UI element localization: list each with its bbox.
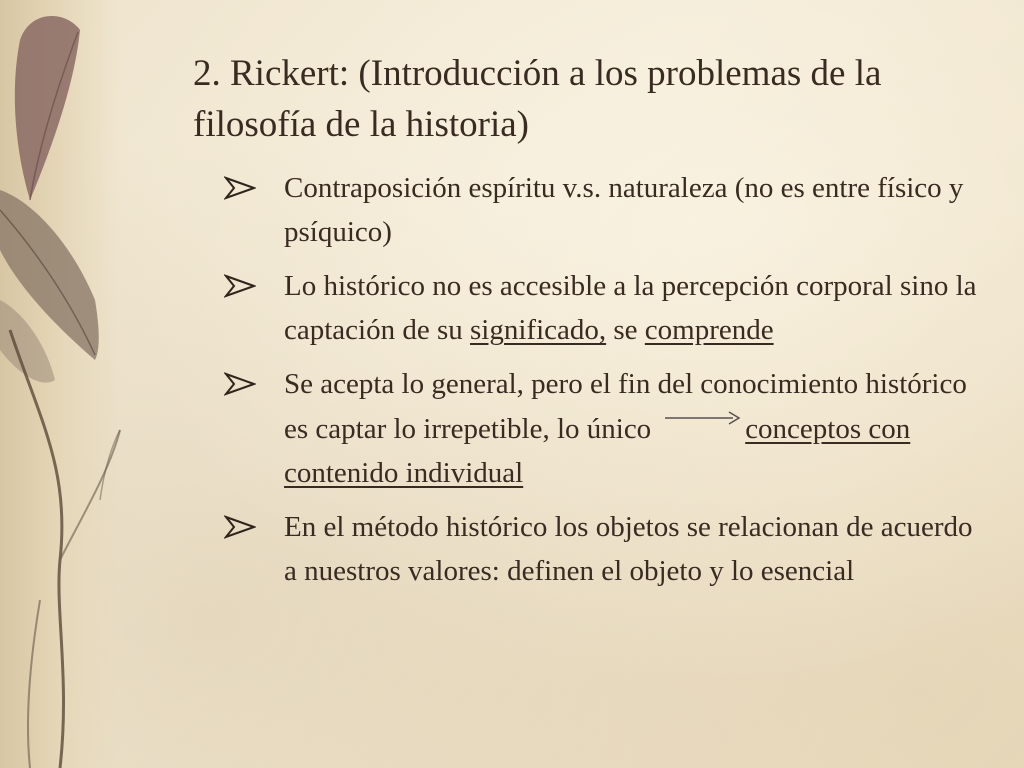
underlined-comprende: comprende (644, 314, 774, 346)
underlined-significado: significado, (470, 314, 607, 346)
bullet-text-2b: se (606, 314, 645, 346)
bullet-text-3: Se acepta lo general, pero el fin del conocimiento histórico es captar lo irrepetible, lo único (284, 368, 967, 445)
bullet-text-2a: Lo histórico no es accesible a la percepción corporal sino la captación de su (284, 270, 977, 346)
bullet-item-2 (222, 264, 982, 352)
underlined-conceptos: conceptos con contenido individual (284, 413, 911, 489)
bullet-item-3 (222, 362, 982, 495)
arrowhead-bullet-icon (224, 274, 256, 298)
bullet-list (222, 166, 982, 603)
leaf-top (15, 16, 80, 200)
right-arrow-icon (661, 406, 745, 426)
arrowhead-bullet-icon (224, 372, 256, 396)
bullet-item-4 (222, 505, 982, 593)
slide-title: 2. Rickert: (Introducción a los problemas de la filosofía de la historia) (193, 53, 882, 145)
arrowhead-bullet-icon (224, 515, 256, 539)
bullet-item-1 (222, 166, 982, 254)
bullet-text-4: En el método histórico los objetos se relacionan de acuerdo a nuestros valores: definen el objeto y lo esencial (284, 511, 973, 587)
bullet-text-1: Contraposición espíritu v.s. naturaleza (no es entre físico y psíquico) (284, 172, 964, 248)
stem-main (10, 330, 64, 768)
arrowhead-bullet-icon (224, 176, 256, 200)
